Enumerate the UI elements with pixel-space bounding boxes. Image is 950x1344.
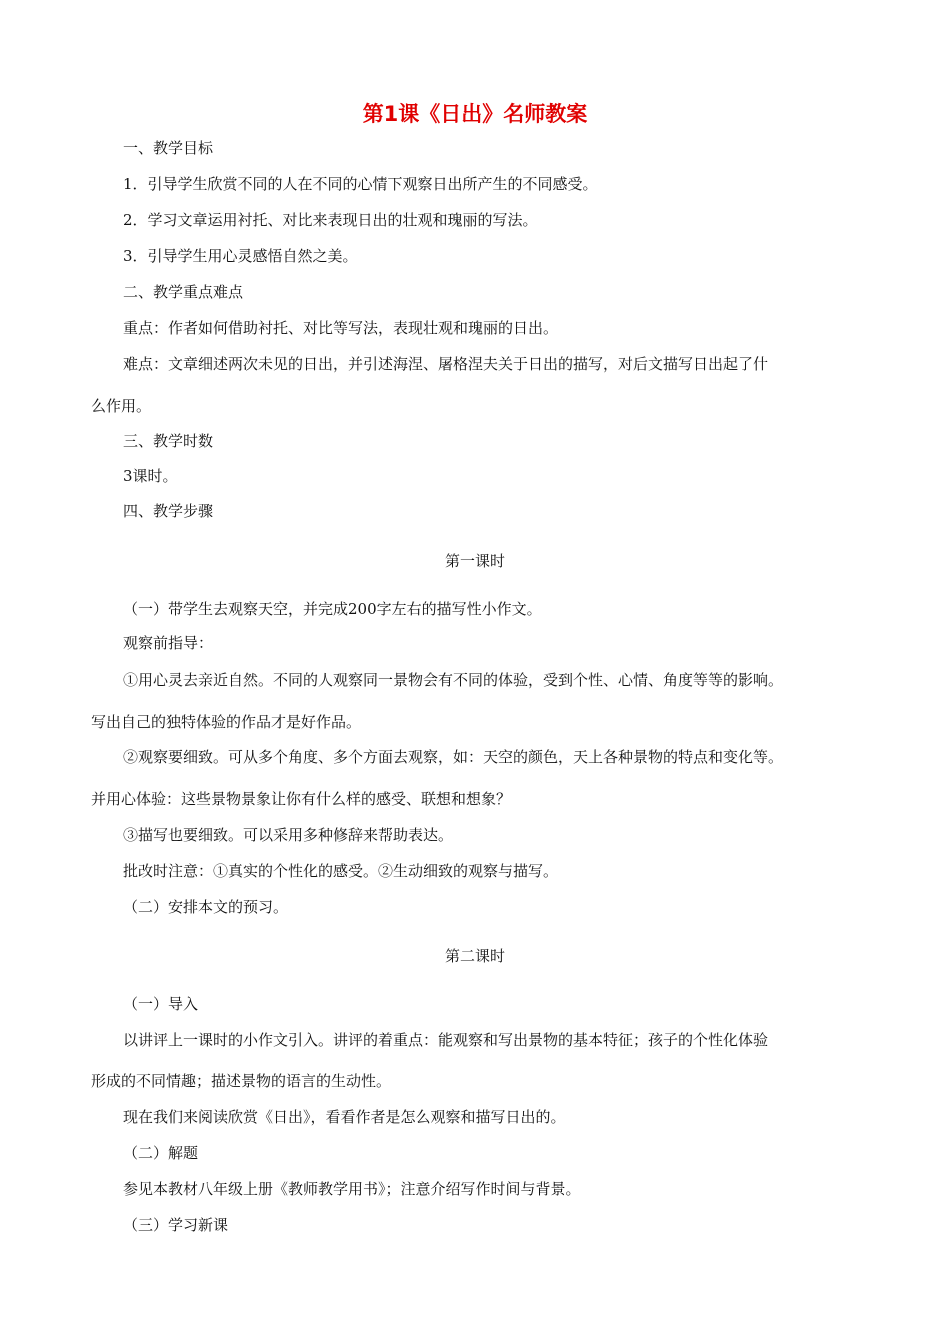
guide2-line-1: ②观察要细致。可从多个角度、多个方面去观察，如：天空的颜色，天上各种景物的特点和变化等。 xyxy=(123,748,784,766)
steps-heading: 四、教学步骤 xyxy=(123,502,214,520)
intro-heading: （一）导入 xyxy=(123,995,199,1013)
hours-heading: 三、教学时数 xyxy=(123,432,214,450)
lesson2-heading: 第二课时 xyxy=(444,947,505,965)
intro-line-3: 现在我们来阅读欣赏《日出》，看看作者是怎么观察和描写日出的。 xyxy=(123,1108,566,1126)
lesson1-heading: 第一课时 xyxy=(444,552,505,570)
guide-heading: 观察前指导： xyxy=(123,634,214,652)
goal-1: 1．引导学生欣赏不同的人在不同的心情下观察日出所产生的不同感受。 xyxy=(123,175,598,193)
new-lesson-heading: （三）学习新课 xyxy=(123,1216,229,1234)
lesson1-item2: （二）安排本文的预习。 xyxy=(123,898,289,916)
lesson1-item1: （一）带学生去观察天空，并完成200字左右的描写性小作文。 xyxy=(123,600,542,618)
guide1-line-1: ①用心灵去亲近自然。不同的人观察同一景物会有不同的体验，受到个性、心情、角度等等的影响。 xyxy=(123,671,784,689)
topic-heading: （二）解题 xyxy=(123,1144,199,1162)
key-point: 重点：作者如何借助衬托、对比等写法，表现壮观和瑰丽的日出。 xyxy=(123,319,559,337)
topic-text: 参见本教材八年级上册《教师教学用书》；注意介绍写作时间与背景。 xyxy=(123,1180,581,1198)
goal-2: 2．学习文章运用衬托、对比来表现日出的壮观和瑰丽的写法。 xyxy=(123,211,538,229)
intro-line-1: 以讲评上一课时的小作文引入。讲评的着重点：能观察和写出景物的基本特征；孩子的个性化体验 xyxy=(123,1031,769,1049)
difficulty-line-2: 么作用。 xyxy=(91,397,152,415)
intro-line-2: 形成的不同情趣；描述景物的语言的生动性。 xyxy=(91,1072,392,1090)
goal-3: 3．引导学生用心灵感悟自然之美。 xyxy=(123,247,358,265)
guide1-line-2: 写出自己的独特体验的作品才是好作品。 xyxy=(91,713,362,731)
document-title: 第1课《日出》名师教案 xyxy=(362,102,588,126)
key-heading: 二、教学重点难点 xyxy=(123,283,244,301)
goals-heading: 一、教学目标 xyxy=(123,139,214,157)
grading-note: 批改时注意：①真实的个性化的感受。②生动细致的观察与描写。 xyxy=(123,862,559,880)
hours-value: 3课时。 xyxy=(123,467,178,485)
guide3: ③描写也要细致。可以采用多种修辞来帮助表达。 xyxy=(123,826,454,844)
difficulty-line-1: 难点：文章细述两次未见的日出，并引述海涅、屠格涅夫关于日出的描写，对后文描写日出起了什 xyxy=(123,355,769,373)
guide2-line-2: 并用心体验：这些景物景象让你有什么样的感受、联想和想象？ xyxy=(91,790,512,808)
